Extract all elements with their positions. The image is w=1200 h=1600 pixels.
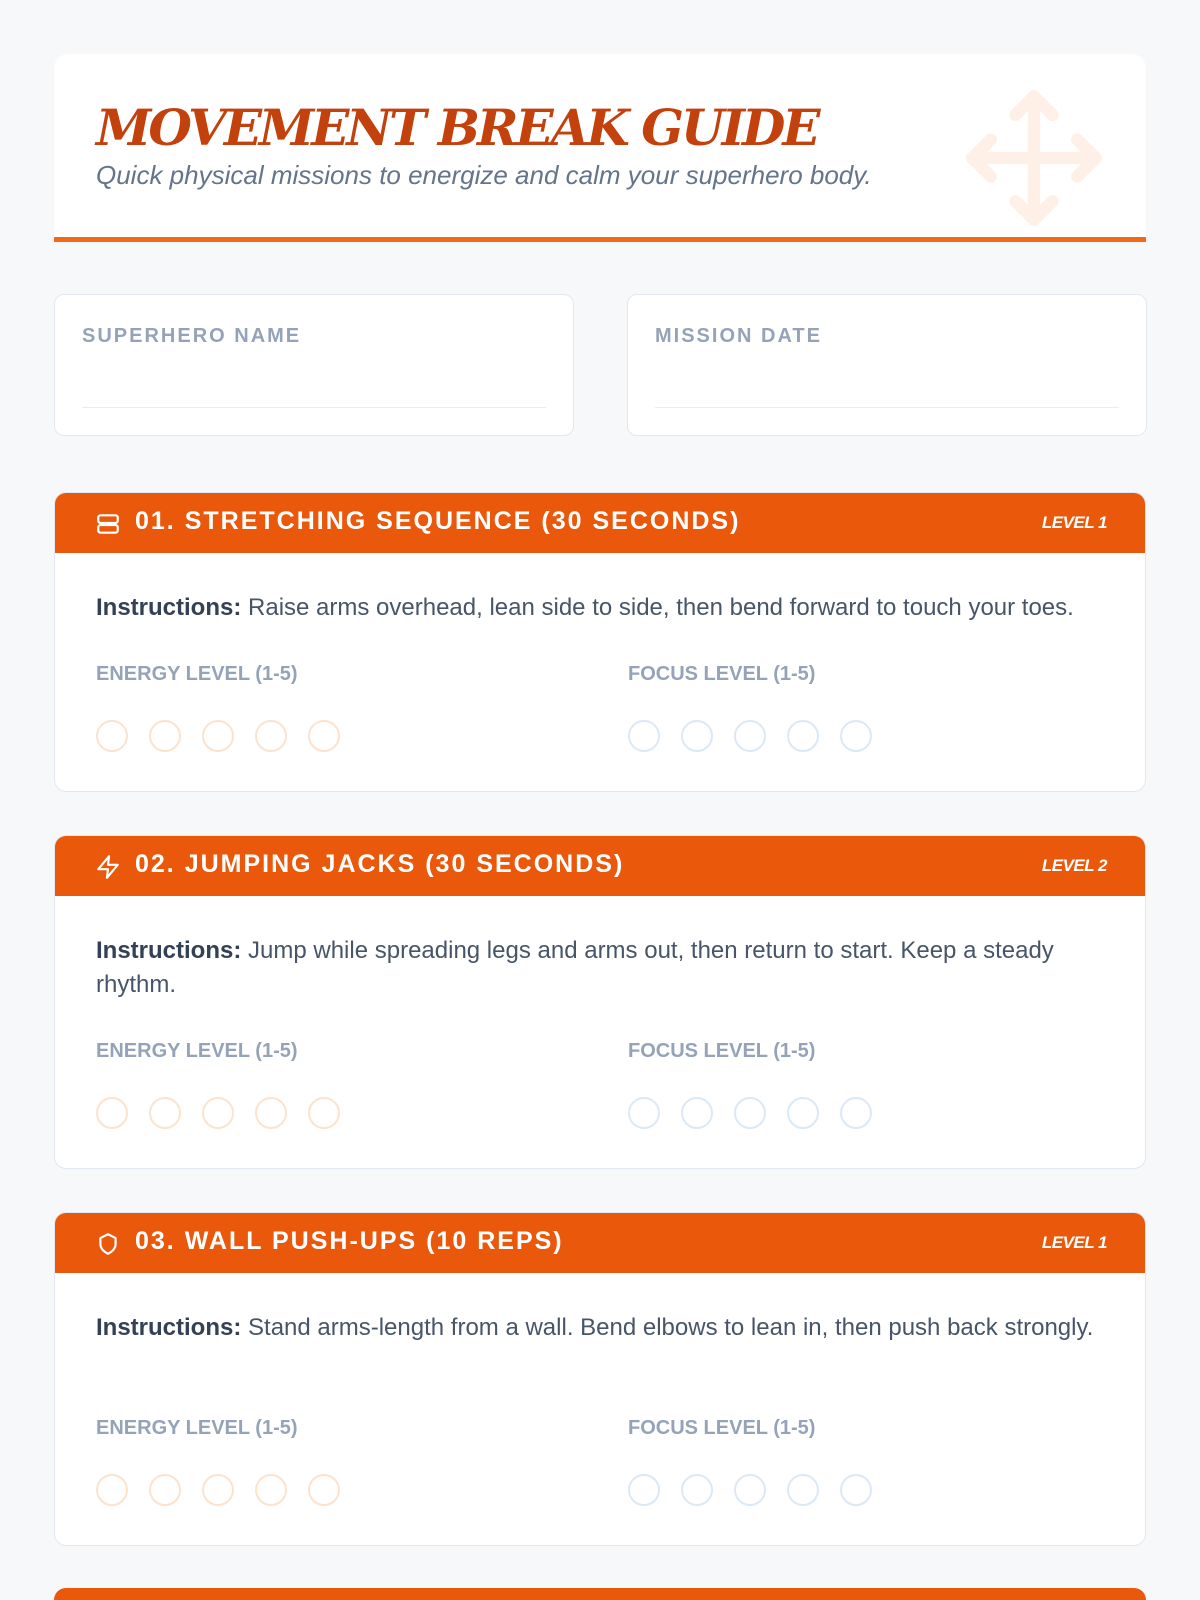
instructions-label: Instructions: xyxy=(96,594,242,621)
focus-rating-circle-1[interactable] xyxy=(628,1474,660,1506)
instructions-text: Jump while spreading legs and arms out, then return to start. Keep a steady rhythm. xyxy=(96,937,1054,998)
energy-rating-circle-4[interactable] xyxy=(255,1474,287,1506)
energy-rating-circle-3[interactable] xyxy=(202,720,234,752)
instructions-label: Instructions: xyxy=(96,1314,242,1341)
energy-rating-circle-5[interactable] xyxy=(308,1474,340,1506)
mission-date-input-line[interactable] xyxy=(655,407,1119,408)
focus-rating xyxy=(628,1097,872,1129)
focus-level-label: FOCUS LEVEL (1-5) xyxy=(628,663,816,685)
focus-rating-circle-2[interactable] xyxy=(681,720,713,752)
superhero-name-input-line[interactable] xyxy=(82,407,546,408)
mission-date-field[interactable] xyxy=(627,294,1147,436)
energy-rating-circle-1[interactable] xyxy=(96,1097,128,1129)
mission-title: 03. WALL PUSH-UPS (10 REPS) xyxy=(135,1227,564,1255)
mission-card xyxy=(54,835,1146,1169)
next-mission-header xyxy=(54,1588,1146,1600)
level-badge: LEVEL 1 xyxy=(1041,513,1107,532)
mission-title: 02. JUMPING JACKS (30 SECONDS) xyxy=(135,850,625,878)
level-badge: LEVEL 2 xyxy=(1041,856,1107,875)
focus-rating xyxy=(628,1474,872,1506)
focus-rating-circle-1[interactable] xyxy=(628,1097,660,1129)
energy-rating-circle-5[interactable] xyxy=(308,720,340,752)
header-card xyxy=(54,54,1146,242)
energy-rating xyxy=(96,1474,340,1506)
energy-rating-circle-2[interactable] xyxy=(149,1097,181,1129)
energy-rating-circle-2[interactable] xyxy=(149,720,181,752)
energy-rating-circle-4[interactable] xyxy=(255,720,287,752)
focus-rating-circle-3[interactable] xyxy=(734,720,766,752)
energy-rating-circle-1[interactable] xyxy=(96,720,128,752)
energy-rating-circle-3[interactable] xyxy=(202,1474,234,1506)
mission-date-label: MISSION DATE xyxy=(655,325,822,347)
mission-header xyxy=(55,493,1145,553)
focus-rating-circle-5[interactable] xyxy=(840,1474,872,1506)
focus-rating-circle-3[interactable] xyxy=(734,1474,766,1506)
focus-rating-circle-4[interactable] xyxy=(787,1474,819,1506)
focus-rating-circle-2[interactable] xyxy=(681,1474,713,1506)
energy-rating xyxy=(96,720,340,752)
mission-header xyxy=(55,1213,1145,1273)
focus-rating xyxy=(628,720,872,752)
move-arrows-icon xyxy=(960,84,1108,232)
focus-rating-circle-4[interactable] xyxy=(787,720,819,752)
focus-level-label: FOCUS LEVEL (1-5) xyxy=(628,1040,816,1062)
mission-header xyxy=(55,836,1145,896)
instructions-text: Raise arms overhead, lean side to side, then bend forward to touch your toes. xyxy=(248,594,1074,621)
mission-instructions xyxy=(96,1311,1106,1345)
focus-rating-circle-4[interactable] xyxy=(787,1097,819,1129)
energy-rating-circle-5[interactable] xyxy=(308,1097,340,1129)
focus-rating-circle-2[interactable] xyxy=(681,1097,713,1129)
superhero-name-field[interactable] xyxy=(54,294,574,436)
focus-rating-circle-5[interactable] xyxy=(840,720,872,752)
energy-level-label: ENERGY LEVEL (1-5) xyxy=(96,1417,298,1439)
mission-instructions xyxy=(96,934,1106,1002)
stack-icon xyxy=(95,511,121,537)
energy-rating xyxy=(96,1097,340,1129)
superhero-name-label: SUPERHERO NAME xyxy=(82,325,302,347)
energy-rating-circle-4[interactable] xyxy=(255,1097,287,1129)
focus-level-label: FOCUS LEVEL (1-5) xyxy=(628,1417,816,1439)
page-subtitle: Quick physical missions to energize and calm your superhero body. xyxy=(96,160,872,190)
energy-level-label: ENERGY LEVEL (1-5) xyxy=(96,1040,298,1062)
focus-rating-circle-5[interactable] xyxy=(840,1097,872,1129)
mission-card xyxy=(54,492,1146,792)
mission-title: 01. STRETCHING SEQUENCE (30 SECONDS) xyxy=(135,507,741,535)
mission-instructions xyxy=(96,591,1106,625)
energy-level-label: ENERGY LEVEL (1-5) xyxy=(96,663,298,685)
instructions-label: Instructions: xyxy=(96,937,242,964)
page-title: MOVEMENT BREAK GUIDE xyxy=(96,98,818,157)
mission-card xyxy=(54,1212,1146,1546)
focus-rating-circle-3[interactable] xyxy=(734,1097,766,1129)
instructions-text: Stand arms-length from a wall. Bend elbows to lean in, then push back strongly. xyxy=(248,1314,1094,1341)
focus-rating-circle-1[interactable] xyxy=(628,720,660,752)
shield-icon xyxy=(95,1231,121,1257)
level-badge: LEVEL 1 xyxy=(1041,1233,1107,1252)
energy-rating-circle-1[interactable] xyxy=(96,1474,128,1506)
energy-rating-circle-2[interactable] xyxy=(149,1474,181,1506)
lightning-icon xyxy=(95,854,121,880)
energy-rating-circle-3[interactable] xyxy=(202,1097,234,1129)
